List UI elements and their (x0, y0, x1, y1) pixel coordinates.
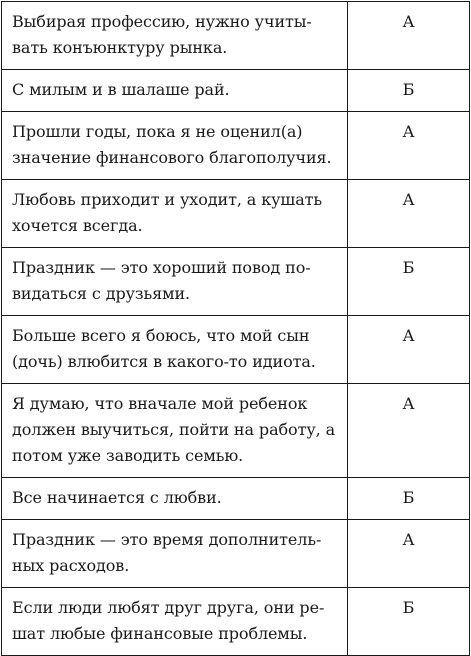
statement-cell: С милым и в шалаше рай. (2, 70, 348, 112)
statement-cell: Выбирая профессию, нужно учиты- вать конъюнктуру рынка. (2, 2, 348, 70)
table-row (2, 180, 470, 248)
answer-cell: А (348, 316, 470, 384)
table-row (2, 316, 470, 384)
table-row (2, 248, 470, 316)
statement-cell: Если люди любят друг друга, они ре- шат любые финансовые проблемы. (2, 588, 348, 656)
statement-cell: Любовь приходит и уходит, а кушать хочется всегда. (2, 180, 348, 248)
answer-cell: Б (348, 248, 470, 316)
survey-table (1, 1, 470, 656)
answer-cell: Б (348, 70, 470, 112)
answer-cell: А (348, 180, 470, 248)
statement-cell: Я думаю, что вначале мой ребенок должен выучиться, пойти на работу, а потом уже заводить семью. (2, 384, 348, 478)
answer-cell: Б (348, 588, 470, 656)
table-row (2, 112, 470, 180)
answer-cell: А (348, 2, 470, 70)
statement-cell: Прошли годы, пока я не оценил(а) значение финансового благополучия. (2, 112, 348, 180)
statement-cell: Больше всего я боюсь, что мой сын (дочь) влюбится в какого-то идиота. (2, 316, 348, 384)
answer-cell: А (348, 520, 470, 588)
table-row (2, 384, 470, 478)
table-row (2, 70, 470, 112)
table-row (2, 478, 470, 520)
answer-cell: А (348, 112, 470, 180)
table-row (2, 588, 470, 656)
statement-cell: Праздник — это хороший повод по- видаться с друзьями. (2, 248, 348, 316)
statement-cell: Праздник — это время дополнитель- ных расходов. (2, 520, 348, 588)
statement-cell: Все начинается с любви. (2, 478, 348, 520)
table-row (2, 2, 470, 70)
answer-cell: А (348, 384, 470, 478)
table-row (2, 520, 470, 588)
answer-cell: Б (348, 478, 470, 520)
